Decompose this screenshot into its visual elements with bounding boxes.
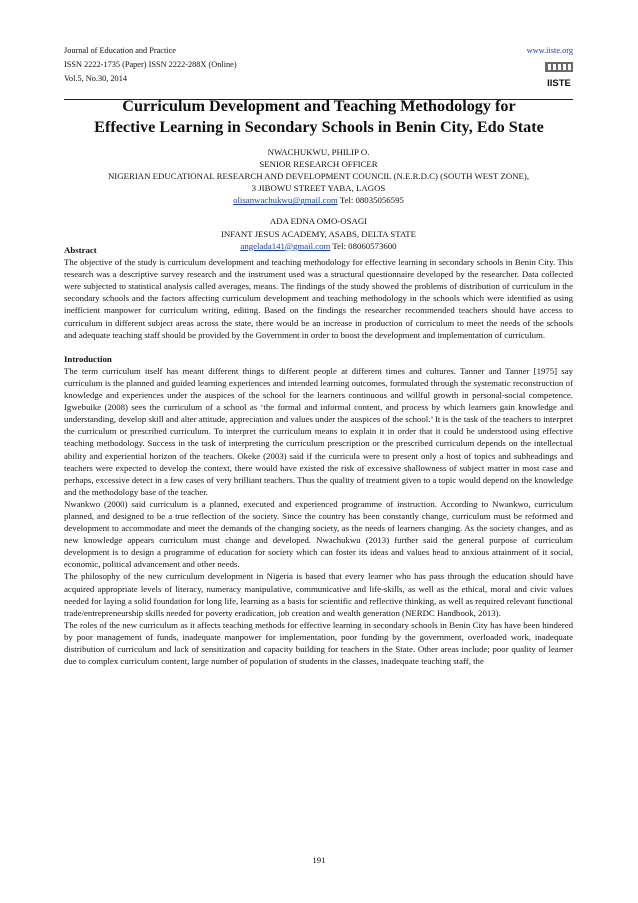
abstract-heading: Abstract	[64, 245, 97, 255]
intro-paragraph: The roles of the new curriculum as it affects teaching methods for effective learning in secondary schools in Benin City has have been hindered by poor management of funds, inadequate manpower for implementation, poor funding by the government, overloaded work, inadequate distribution of curriculum and lack of sensitization and capacity building for teachers in the State. Other areas include; poor quality of learner due to complex curriculum content, large number of population of students in the classes, inadequate teaching staff, the	[64, 619, 573, 667]
author1-address: 3 JIBOWU STREET YABA, LAGOS	[251, 183, 386, 194]
author1-organization: NIGERIAN EDUCATIONAL RESEARCH AND DEVELOPMENT COUNCIL (N.E.R.D.C) (SOUTH WEST ZONE),	[107, 171, 530, 182]
abstract-text: The objective of the study is curriculum development and teaching methodology for effective learning in secondary schools in Benin City. This research was a descriptive survey research and the instrument used was a structural questionnaire developed by the researcher. Data collected were subjected to statistical analysis called averages, means. The findings of the study showed the problems of distribution of curriculum in the secondary schools and the factors affecting curriculum development and teaching methodology in the schools which were identified as using inefficient manpower for curriculum writing, editing. Based on the findings the researcher recommended teachers should have access to curriculum in different subject areas across the state, there would be an increase in production of curriculum to meet the needs of the schools and adequate teaching staff should be provided by the Government in order to boost the development and implementation of curriculum.	[64, 257, 573, 340]
logo-text: IISTE	[547, 78, 571, 89]
journal-website-link[interactable]: www.iiste.org	[526, 46, 573, 55]
author1-position: SENIOR RESEARCH OFFICER	[259, 159, 378, 170]
journal-issn: ISSN 2222-1735 (Paper) ISSN 2222-288X (Online)	[64, 60, 237, 69]
author2-organization: INFANT JESUS ACADEMY, ASABS, DELTA STATE	[220, 228, 416, 239]
introduction-heading: Introduction	[64, 353, 112, 364]
author1-name: NWACHUKWU, PHILIP O.	[267, 147, 370, 157]
author1-email-link[interactable]: olisanwachukwu@gmail.com	[233, 195, 338, 206]
title-line-1: Curriculum Development and Teaching Methodology for	[122, 97, 516, 115]
iiste-logo	[545, 62, 573, 92]
intro-paragraph: The philosophy of the new curriculum development in Nigeria is based that every learner who has pass through the education should have acquired appropriate levels of literacy, numeracy manipulative, communicative and life-skills, as well as the ethical, moral and civic values needed for laying a solid foundation for long life, learning as a basis for scientific and reflective thinking, as well as required relevant functional trade/entrepreneurship skills needed for poverty eradication, job creation and wealth generation (NERDC Handbook, 2013).	[64, 571, 573, 618]
journal-name: Journal of Education and Practice	[64, 46, 176, 55]
journal-volume: Vol.5, No.30, 2014	[64, 74, 127, 83]
author2-email-link[interactable]: angelada141@gmail.com	[240, 240, 331, 251]
page-number: 191	[312, 855, 326, 865]
intro-paragraph: Nwankwo (2000) said curriculum is a planned, executed and experienced programme of instruction. According to Nwankwo, curriculum planned, and designed to be a true reflection of the society. Since the country has been constantly change, curriculum must be reformed and development to accommodate and meet the demands of the changing society, as the needs of learners changing. As the society changes, and as new knowledge appears curriculum must change and developed. Nwachukwu (2013) further said the general purpose of curriculum development is to design a programme of education for society which can foster its ideas and values head to anxious attainment of it social, economic, political advancement and other needs.	[64, 498, 573, 570]
author-block	[64, 146, 573, 252]
author2-name: ADA EDNA OMO-OSAGI	[269, 216, 368, 227]
paper-body	[64, 244, 573, 667]
paper-title	[56, 96, 582, 138]
intro-paragraph: The term curriculum itself has meant different things to different people at different times and cultures. Tanner and Tanner [1975] say curriculum is the planned and guided learning experiences and intended learning outcomes, formulated through the systematic reconstruction of knowledge and experiences under the auspices of the school for the learners continuous and willful growth in personal-social competence. Igwebuike (2008) sees the curriculum of a school as ‘the formal and informal content, and process by which learners gain knowledge and understanding, develop skill and alter attitude, appreciation and values under the auspices of the school.’ It is the task of the teachers to interpret the curriculum or prescribed curriculum. To interpret the curriculum means to explain it in order that it could be understood using effective teaching methodology. Success in the task of interpreting the curriculum prescription or the prescribed curriculum depends on the intellectual ability and experiential horizon of the teachers. Okeke (2003) said if the curricula were to present only a host of topics and subheadings and teachers were expected to develop the context, there would have existed the risk of excessive shallowness of subject matter in most case and perhaps, excessive detect in a few cases of very brilliant teachers. Thus the quality of treatment given to a topic would depend on the knowledge and the methodology base of the teacher.	[64, 365, 573, 497]
page-header	[64, 44, 573, 100]
author1-tel: Tel: 08035056595	[337, 195, 404, 206]
title-line-2: Effective Learning in Secondary Schools in Benin City, Edo State	[94, 118, 544, 136]
author2-tel: Tel: 08060573600	[330, 240, 397, 251]
author1-contact	[64, 194, 573, 206]
